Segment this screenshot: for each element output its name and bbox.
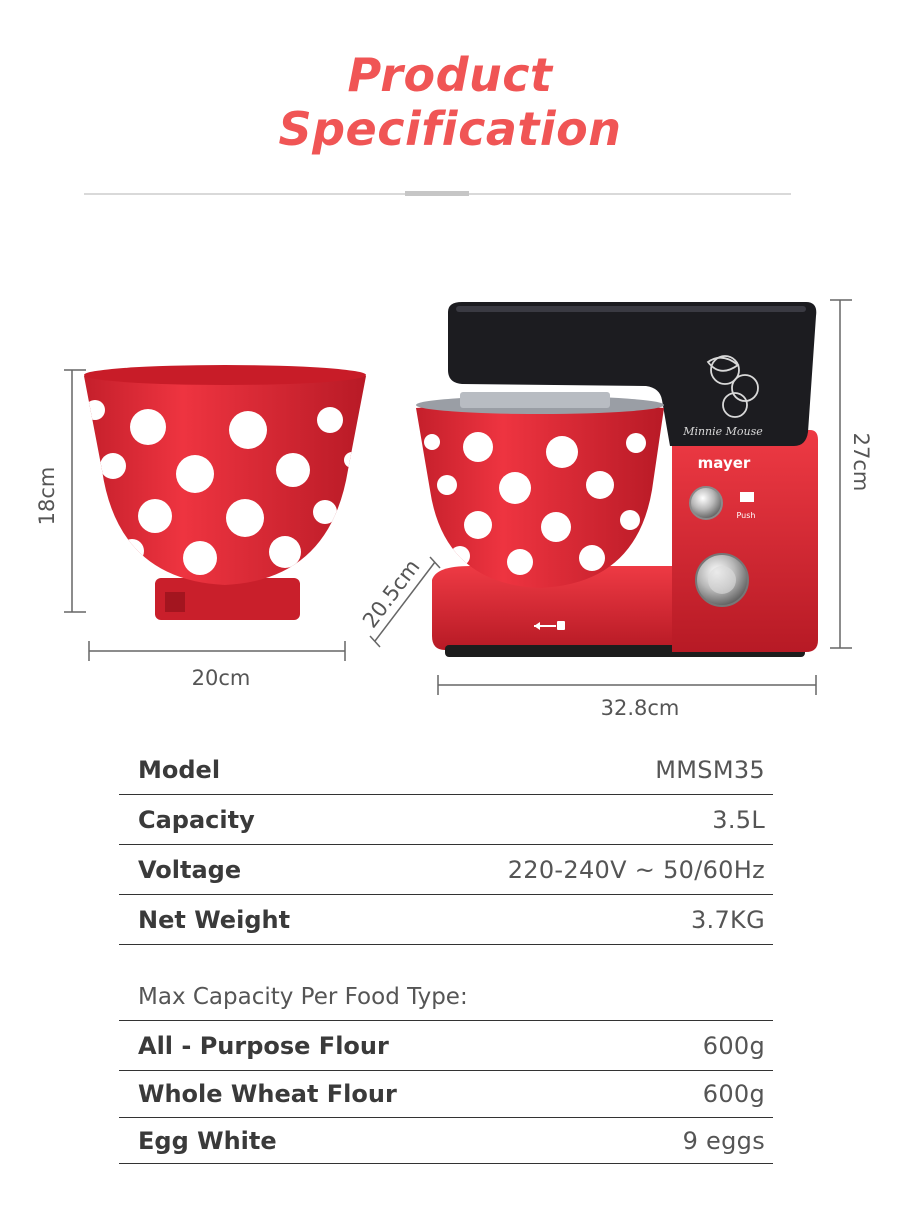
bowl-height-label: 18cm bbox=[35, 466, 59, 526]
spec-label: Capacity bbox=[138, 805, 255, 834]
push-indicator-icon bbox=[740, 492, 754, 502]
brand-label: mayer bbox=[697, 454, 751, 472]
page-title bbox=[0, 48, 900, 156]
stand-mixer bbox=[416, 302, 818, 657]
push-button-icon bbox=[690, 487, 722, 519]
standalone-bowl bbox=[84, 365, 366, 620]
spec-row-net-weight bbox=[119, 895, 773, 945]
bowl-width-label: 20cm bbox=[191, 666, 251, 690]
spec-label: Net Weight bbox=[138, 905, 291, 934]
product-illustration bbox=[0, 280, 900, 730]
spec-label: Voltage bbox=[138, 855, 242, 884]
food-value: 600g bbox=[702, 1080, 765, 1108]
push-label: Push bbox=[736, 511, 756, 520]
title-line-2: Specification bbox=[278, 102, 622, 156]
title-line-1: Product bbox=[347, 48, 553, 102]
food-label: Egg White bbox=[138, 1126, 277, 1155]
food-label: Whole Wheat Flour bbox=[138, 1080, 397, 1108]
food-capacity-table bbox=[119, 1020, 773, 1164]
spec-label: Model bbox=[138, 755, 221, 784]
character-label: Minnie Mouse bbox=[683, 425, 763, 438]
food-row-egg-white bbox=[119, 1118, 773, 1164]
food-label: All - Purpose Flour bbox=[138, 1031, 389, 1060]
food-row-whole-wheat-flour bbox=[119, 1071, 773, 1118]
food-capacity-heading: Max Capacity Per Food Type: bbox=[138, 984, 468, 1010]
food-row-all-purpose-flour bbox=[119, 1021, 773, 1071]
mixer-depth-label: 20.5cm bbox=[357, 555, 425, 633]
spec-value: 3.7KG bbox=[690, 905, 765, 934]
spec-value: MMSM35 bbox=[655, 755, 765, 784]
spec-value: 3.5L bbox=[712, 805, 765, 834]
food-value: 600g bbox=[702, 1031, 765, 1060]
spec-row-voltage bbox=[119, 845, 773, 895]
mixer-width-label: 32.8cm bbox=[600, 696, 680, 720]
title-divider-accent bbox=[405, 191, 469, 196]
mixer-height-label: 27cm bbox=[849, 432, 873, 492]
spec-table bbox=[119, 745, 773, 945]
spec-row-model bbox=[119, 745, 773, 795]
spec-row-capacity bbox=[119, 795, 773, 845]
food-value: 9 eggs bbox=[682, 1126, 765, 1155]
spec-value: 220-240V ~ 50/60Hz bbox=[507, 855, 765, 884]
